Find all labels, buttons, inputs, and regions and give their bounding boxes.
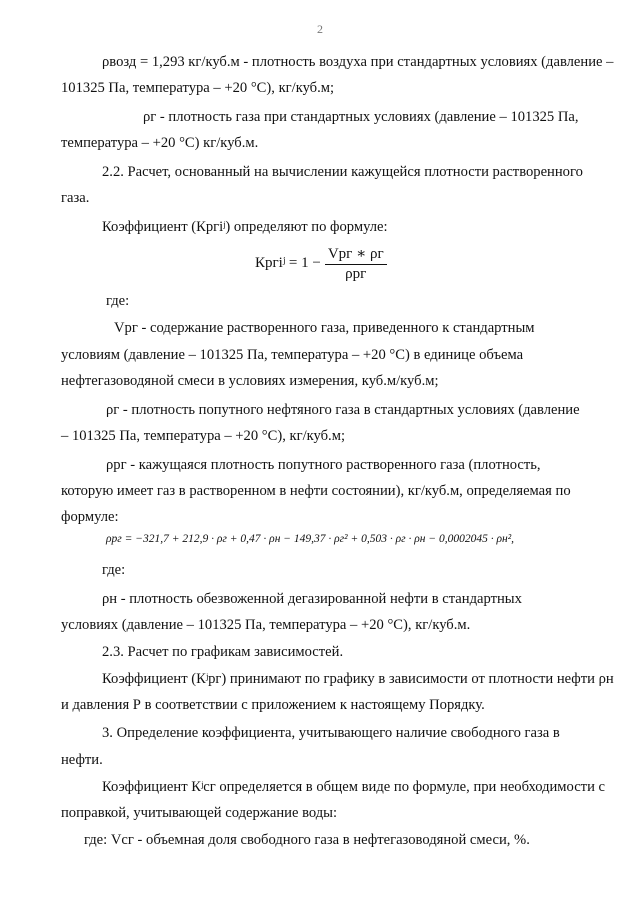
- text-line: ρг - плотность газа при стандартных условиях (давление – 101325 Па,: [143, 109, 579, 125]
- text-line: формуле:: [61, 509, 119, 525]
- text-line: 101325 Па, температура – +20 °С), кг/куб.м;: [61, 80, 335, 96]
- text-line: – 101325 Па, температура – +20 °С), кг/куб.м;: [61, 428, 345, 444]
- formula-fraction: [325, 244, 387, 283]
- text-line: которую имеет газ в растворенном в нефти состоянии), кг/куб.м, определяемая по: [61, 483, 571, 499]
- text-line: Vрг - содержание растворенного газа, приведенного к стандартным: [114, 320, 535, 336]
- text-line: и давления Р в соответствии с приложением к настоящему Порядку.: [61, 697, 485, 713]
- formula-numerator: Vрг ∗ ρг: [325, 244, 387, 265]
- text-line: Коэффициент Кʲсг определяется в общем виде по формуле, при необходимости с: [102, 779, 605, 795]
- text-line: ρвозд = 1,293 кг/куб.м - плотность воздуха при стандартных условиях (давление –: [102, 54, 614, 70]
- text-line: 3. Определение коэффициента, учитывающего наличие свободного газа в: [102, 725, 560, 741]
- text-line: нефтегазоводяной смеси в условиях измерения, куб.м/куб.м;: [61, 373, 439, 389]
- text-line: где:: [106, 293, 130, 309]
- formula-denominator: ρрг: [345, 266, 367, 282]
- text-line: где: Vсг - объемная доля свободного газа в нефтегазоводяной смеси, %.: [84, 832, 530, 848]
- text-line: ρн - плотность обезвоженной дегазированной нефти в стандартных: [102, 591, 522, 607]
- page-number: 2: [317, 22, 323, 36]
- formula-kpr: [255, 244, 387, 283]
- text-line: 2.3. Расчет по графикам зависимостей.: [102, 644, 344, 660]
- text-line: условиях (давление – 101325 Па, температура – +20 °С), кг/куб.м.: [61, 617, 471, 633]
- text-line: где:: [102, 562, 126, 578]
- text-line: Коэффициент (Кʲрг) принимают по графику в зависимости от плотности нефти ρн: [102, 671, 614, 687]
- text-line: Коэффициент (Кргiʲ) определяют по формуле:: [102, 219, 388, 235]
- text-line: ρг - плотность попутного нефтяного газа в стандартных условиях (давление: [106, 402, 580, 418]
- text-line: условиям (давление – 101325 Па, температура – +20 °С) в единице объема: [61, 347, 524, 363]
- text-line: газа.: [61, 190, 90, 206]
- text-line: ρрг - кажущаяся плотность попутного растворенного газа (плотность,: [106, 457, 541, 473]
- formula-rho-rg: ρрг = −321,7 + 212,9 · ρг + 0,47 · ρн − 149,37 · ρг² + 0,503 · ρг · ρн − 0,0002045 · ρн²,: [106, 533, 515, 545]
- text-line: температура – +20 °С) кг/куб.м.: [61, 135, 259, 151]
- formula-lhs: Кргiʲ = 1 −: [255, 255, 321, 271]
- text-line: поправкой, учитывающей содержание воды:: [61, 805, 338, 821]
- text-line: нефти.: [61, 752, 103, 768]
- text-line: 2.2. Расчет, основанный на вычислении кажущейся плотности растворенного: [102, 164, 583, 180]
